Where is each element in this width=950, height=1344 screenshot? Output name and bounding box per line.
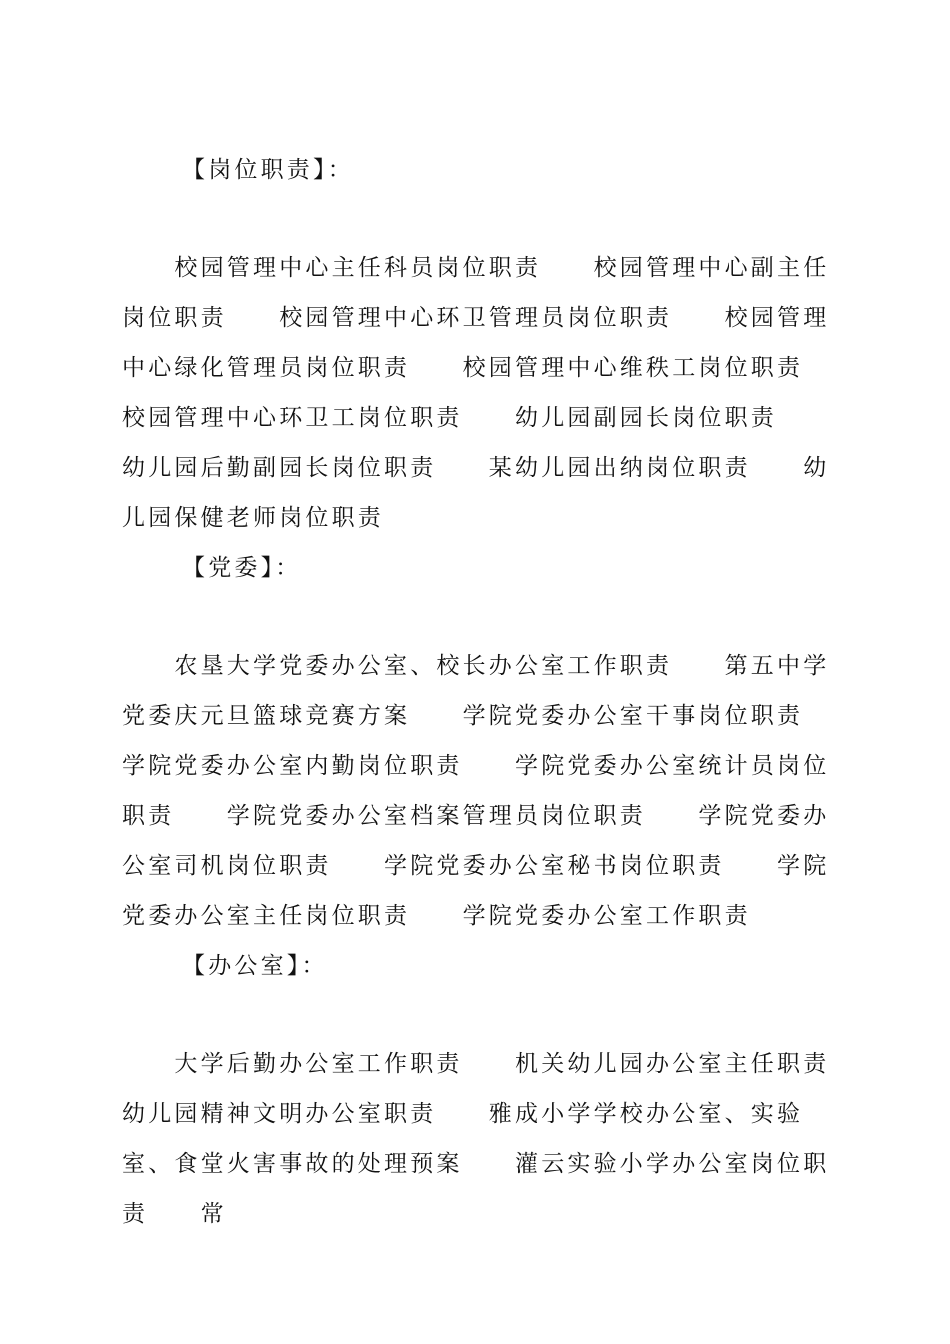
section-body-party-committee: 农垦大学党委办公室、校长办公室工作职责 第五中学党委庆元旦篮球竞赛方案 学院党委办公室干事岗位职责 学院党委办公室内勤岗位职责 学院党委办公室统计员岗位职责 学院党委办公室档案管理员岗位职责 学院党委办公室司机岗位职责 学院党委办公室秘书岗位职责 学院党委办公室主任岗位职责 学院党委办公室工作职责 <box>122 653 856 929</box>
section-heading-party-committee: 【党委】： <box>182 555 302 581</box>
section-heading-office: 【办公室】： <box>182 953 328 979</box>
section-body-office: 大学后勤办公室工作职责 机关幼儿园办公室主任职责 幼儿园精神文明办公室职责 雅成小学学校办公室、实验室、食堂火害事故的处理预案 灌云实验小学办公室岗位职责 常 <box>122 1051 882 1227</box>
section-body-duties: 校园管理中心主任科员岗位职责 校园管理中心副主任岗位职责 校园管理中心环卫管理员岗位职责 校园管理中心绿化管理员岗位职责 校园管理中心维秩工岗位职责 校园管理中心环卫工岗位职责 幼儿园副园长岗位职责 幼儿园后勤副园长岗位职责 某幼儿园出纳岗位职责 幼儿园保健老师岗位职责 <box>122 255 856 531</box>
section-heading-duties: 【岗位职责】： <box>182 157 354 183</box>
